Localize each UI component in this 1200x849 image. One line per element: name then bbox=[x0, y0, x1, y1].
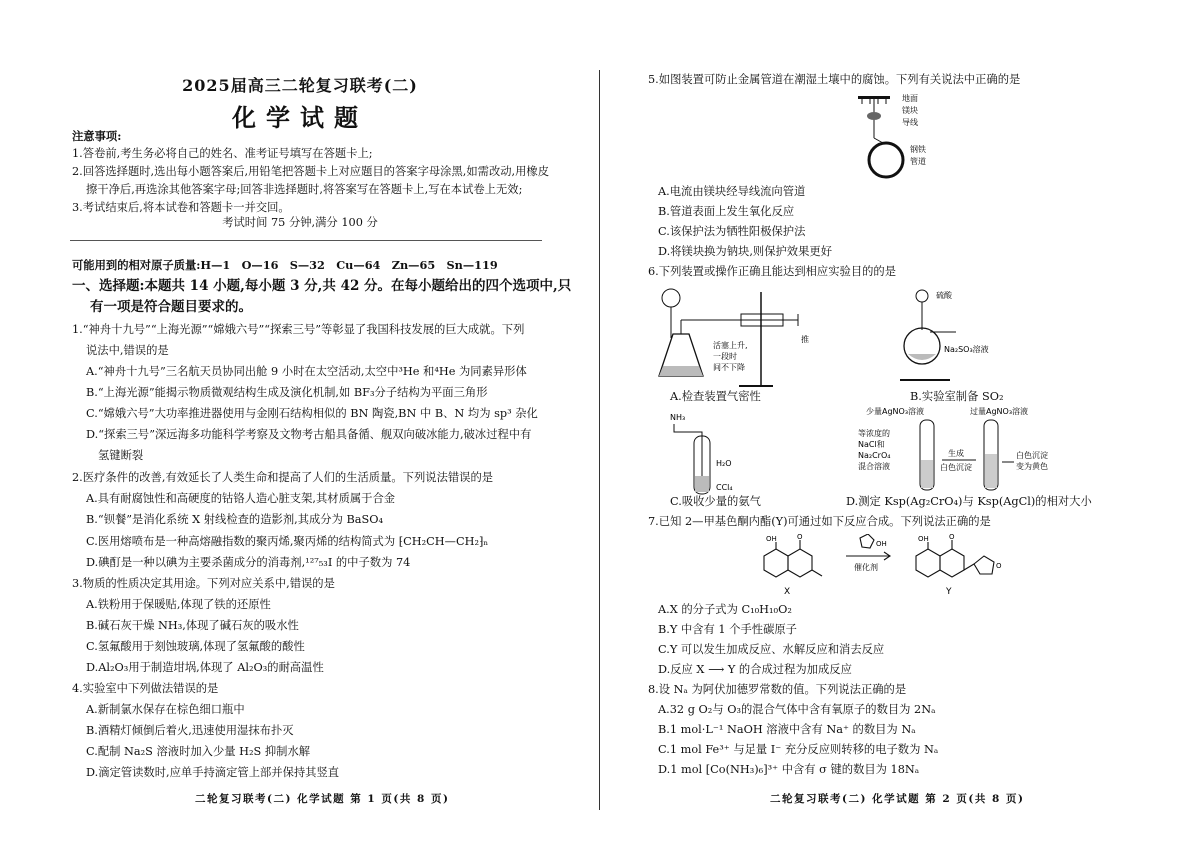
question-6: 6.下列装置或操作正确且能达到相应实验目的的是 bbox=[648, 265, 897, 278]
question-2: 2.医疗条件的改善,有效延长了人类生命和提高了人们的生活质量。下列说法错误的是 bbox=[72, 471, 494, 484]
svg-text:Na₂SO₃溶液: Na₂SO₃溶液 bbox=[944, 345, 989, 354]
option-cont: 氢键断裂 bbox=[98, 449, 144, 462]
svg-text:OH: OH bbox=[766, 535, 777, 543]
page-footer: 二轮复习联考(二) 化学试题 第 2 页(共 8 页) bbox=[770, 793, 1025, 805]
option: C.医用熔喷布是一种高熔融指数的聚丙烯,聚丙烯的结构简式为 ⁅CH₂CH—CH₂⁆ₙ bbox=[86, 535, 489, 548]
option: C.Y 可以发生加成反应、水解反应和消去反应 bbox=[658, 643, 885, 656]
apparatus-a bbox=[655, 284, 820, 394]
option: D.反应 X ⟶ Y 的合成过程为加成反应 bbox=[658, 663, 852, 676]
magnesium-block bbox=[867, 112, 881, 120]
svg-text:少量AgNO₃溶液: 少量AgNO₃溶液 bbox=[866, 407, 925, 416]
svg-text:Na₂CrO₄: Na₂CrO₄ bbox=[858, 451, 891, 460]
option: B.“钡餐”是消化系统 X 射线检查的造影剂,其成分为 BaSO₄ bbox=[86, 513, 384, 526]
cathodic-protection-figure bbox=[850, 90, 970, 182]
option: A.新制氯水保存在棕色细口瓶中 bbox=[86, 703, 245, 716]
svg-text:生成: 生成 bbox=[948, 449, 964, 458]
option: D.将镁块换为钠块,则保护效果更好 bbox=[658, 245, 832, 258]
exam-time: 考试时间 75 分钟,满分 100 分 bbox=[222, 216, 378, 229]
notice-line: 擦干净后,再选涂其他答案字母;回答非选择题时,将答案写在答题卡上,写在本试卷上无效; bbox=[86, 183, 523, 196]
svg-text:硫酸: 硫酸 bbox=[936, 291, 952, 300]
question-8: 8.设 Nₐ 为阿伏加德罗常数的值。下列说法正确的是 bbox=[648, 683, 907, 696]
apparatus-c bbox=[660, 408, 750, 498]
svg-text:OH: OH bbox=[876, 540, 887, 548]
caption-b: B.实验室制备 SO₂ bbox=[910, 390, 1004, 403]
option: A.32 g O₂与 O₃的混合气体中含有氧原子的数目为 2Nₐ bbox=[658, 703, 936, 716]
svg-text:H₂O: H₂O bbox=[716, 459, 732, 468]
fig-label: 管道 bbox=[910, 157, 926, 166]
option: A.铁粉用于保暖贴,体现了铁的还原性 bbox=[86, 598, 271, 611]
option: A.X 的分子式为 C₁₀H₁₀O₂ bbox=[658, 603, 792, 616]
question-4: 4.实验室中下列做法错误的是 bbox=[72, 682, 219, 695]
fig-label: 镁块 bbox=[902, 106, 918, 115]
svg-text:变为黄色: 变为黄色 bbox=[1016, 462, 1048, 471]
svg-text:一段时: 一段时 bbox=[713, 352, 737, 361]
section-heading-cont: 有一项是符合题目要求的。 bbox=[90, 299, 252, 315]
notice-line: 3.考试结束后,将本试卷和答题卡一并交回。 bbox=[72, 201, 290, 214]
svg-text:O: O bbox=[996, 562, 1002, 570]
divider-line bbox=[70, 240, 542, 241]
section-heading: 一、选择题:本题共 14 小题,每小题 3 分,共 42 分。在每小题给出的四个选项中,只 bbox=[72, 278, 572, 294]
option: C.“嫦娥六号”大功率推进器使用与金刚石结构相似的 BN 陶瓷,BN 中 B、N 均为 sp³ 杂化 bbox=[86, 407, 538, 420]
caption-a: A.检查装置气密性 bbox=[670, 390, 761, 403]
option: A.具有耐腐蚀性和高硬度的钴铬人造心脏支架,其材质属于合金 bbox=[86, 492, 396, 505]
option: C.配制 Na₂S 溶液时加入少量 H₂S 抑制水解 bbox=[86, 745, 311, 758]
svg-text:白色沉淀: 白色沉淀 bbox=[1016, 451, 1048, 460]
svg-text:NH₃: NH₃ bbox=[670, 413, 686, 422]
option: C.氢氟酸用于刻蚀玻璃,体现了氢氟酸的酸性 bbox=[86, 640, 305, 653]
question-7: 7.已知 2—甲基色酮内酯(Y)可通过如下反应合成。下列说法正确的是 bbox=[648, 515, 991, 528]
atomic-masses: 可能用到的相对原子质量:H—1 O—16 S—32 Cu—64 Zn—65 Sn—119 bbox=[72, 258, 498, 272]
notice-line: 2.回答选择题时,选出每小题答案后,用铅笔把答题卡上对应题目的答案字母涂黑,如需改动,用橡皮 bbox=[72, 165, 550, 178]
svg-text:OH: OH bbox=[918, 535, 929, 543]
svg-text:白色沉淀: 白色沉淀 bbox=[940, 463, 972, 472]
svg-text:CCl₄: CCl₄ bbox=[716, 483, 733, 492]
question-5: 5.如图装置可防止金属管道在潮湿土壤中的腐蚀。下列有关说法中正确的是 bbox=[648, 73, 1021, 86]
fig-label: 导线 bbox=[902, 118, 918, 127]
caption-d: D.测定 Ksp(Ag₂CrO₄)与 Ksp(AgCl)的相对大小 bbox=[846, 495, 1092, 508]
svg-text:Y: Y bbox=[946, 587, 952, 597]
svg-text:间不下降: 间不下降 bbox=[713, 363, 745, 372]
question-text: 说法中,错误的是 bbox=[86, 344, 169, 357]
apparatus-d bbox=[858, 404, 1058, 496]
caption-c: C.吸收少量的氨气 bbox=[670, 495, 761, 508]
exam-subject: 化学试题 bbox=[232, 103, 368, 132]
option: B.碱石灰干燥 NH₃,体现了碱石灰的吸水性 bbox=[86, 619, 299, 632]
svg-text:等浓度的: 等浓度的 bbox=[858, 429, 890, 438]
option: A.电流由镁块经导线流向管道 bbox=[658, 185, 806, 198]
svg-text:X: X bbox=[784, 587, 791, 597]
svg-text:O: O bbox=[797, 534, 803, 541]
question-1: 1.“神舟十九号”“上海光源”“嫦娥六号”“探索三号”等彰显了我国科技发展的巨大成就。下列 bbox=[72, 323, 525, 336]
notice-line: 1.答卷前,考生务必将自己的姓名、准考证号填写在答题卡上; bbox=[72, 147, 373, 160]
option: D.1 mol [Co(NH₃)₆]³⁺ 中含有 σ 键的数目为 18Nₐ bbox=[658, 763, 920, 776]
apparatus-b bbox=[900, 284, 1030, 384]
ground-surface bbox=[858, 96, 890, 99]
notice-heading: 注意事项: bbox=[72, 129, 122, 143]
option: C.该保护法为牺牲阳极保护法 bbox=[658, 225, 806, 238]
svg-text:NaCl和: NaCl和 bbox=[858, 440, 885, 449]
option: B.Y 中含有 1 个手性碳原子 bbox=[658, 623, 797, 636]
svg-text:混合溶液: 混合溶液 bbox=[858, 462, 890, 471]
svg-text:催化剂: 催化剂 bbox=[854, 563, 878, 572]
option: D.Al₂O₃用于制造坩埚,体现了 Al₂O₃的耐高温性 bbox=[86, 661, 324, 674]
page-footer: 二轮复习联考(二) 化学试题 第 1 页(共 8 页) bbox=[195, 793, 450, 805]
option: C.1 mol Fe³⁺ 与足量 I⁻ 充分反应则转移的电子数为 Nₐ bbox=[658, 743, 939, 756]
svg-text:O: O bbox=[949, 534, 955, 541]
option: A.“神舟十九号”三名航天员协同出舱 9 小时在太空活动,太空中³He 和⁴He 为同素异形体 bbox=[86, 365, 527, 378]
svg-text:活塞上升,: 活塞上升, bbox=[713, 341, 748, 350]
right-page bbox=[600, 0, 1200, 849]
reaction-scheme bbox=[750, 534, 1050, 600]
svg-text:推: 推 bbox=[801, 335, 809, 344]
question-3: 3.物质的性质决定其用途。下列对应关系中,错误的是 bbox=[72, 577, 335, 590]
steel-pipe bbox=[869, 143, 903, 177]
svg-text:过量AgNO₃溶液: 过量AgNO₃溶液 bbox=[970, 407, 1029, 416]
option: B.酒精灯倾倒后着火,迅速使用湿抹布扑灭 bbox=[86, 724, 294, 737]
option: D.滴定管读数时,应单手持滴定管上部并保持其竖直 bbox=[86, 766, 340, 779]
option: B.“上海光源”能揭示物质微观结构生成及演化机制,如 BF₃分子结构为平面三角形 bbox=[86, 386, 488, 399]
fig-label: 钢铁 bbox=[910, 145, 926, 154]
fig-label: 地面 bbox=[902, 94, 918, 103]
option: B.1 mol·L⁻¹ NaOH 溶液中含有 Na⁺ 的数目为 Nₐ bbox=[658, 723, 916, 736]
option: B.管道表面上发生氧化反应 bbox=[658, 205, 795, 218]
exam-title: 2025届高三二轮复习联考(二) bbox=[182, 76, 418, 95]
option: D.“探索三号”深远海多功能科学考察及文物考古船具备循、舰双向破冰能力,破冰过程中有 bbox=[86, 428, 532, 441]
option: D.碘酊是一种以碘为主要杀菌成分的消毒剂,¹²⁷₅₃I 的中子数为 74 bbox=[86, 556, 411, 569]
